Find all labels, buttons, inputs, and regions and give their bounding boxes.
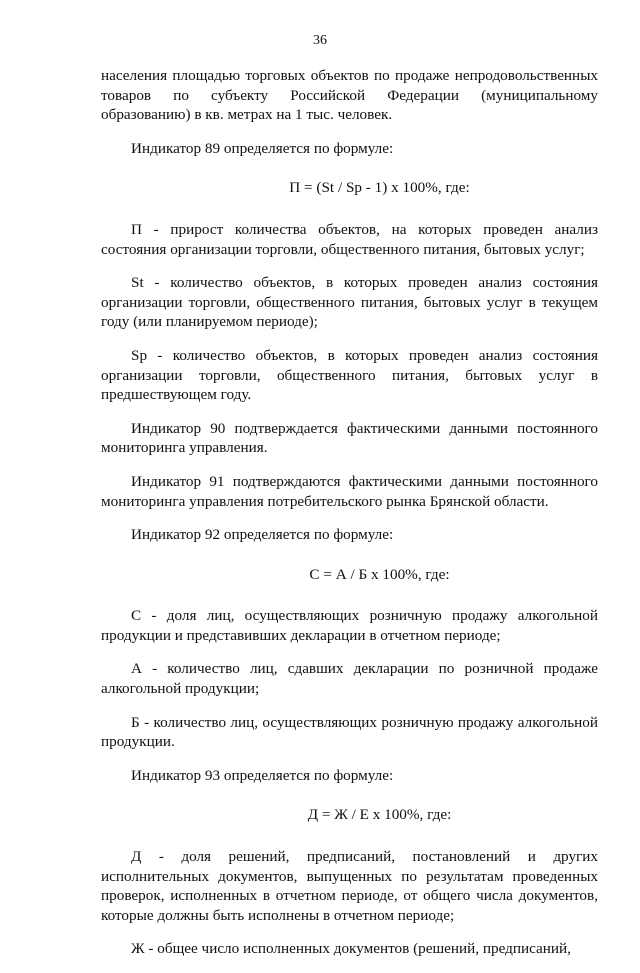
paragraph-def-p: П - прирост количества объектов, на которых проведен анализ состояния организации торговли, общественного питания, бытовых услуг; <box>101 220 598 258</box>
paragraph-indicator-91: Индикатор 91 подтверждаются фактическими данными постоянного мониторинга управления потребительского рынка Брянской области. <box>101 472 598 510</box>
paragraph-indicator-90: Индикатор 90 подтверждается фактическими данными постоянного мониторинга управления. <box>101 419 598 457</box>
formula-89 <box>101 178 598 198</box>
page-number: 36 <box>313 33 327 48</box>
formula-93-text: Д = Ж / Е х 100%, где: <box>307 806 452 824</box>
document-body <box>101 66 598 973</box>
paragraph-def-b: Б - количество лиц, осуществляющих розничную продажу алкогольной продукции. <box>101 713 598 751</box>
paragraph-indicator-93: Индикатор 93 определяется по формуле: <box>131 766 394 784</box>
formula-89-text: П = (St / Sp - 1) х 100%, где: <box>289 179 470 197</box>
paragraph-def-sp: Sp - количество объектов, в которых проведен анализ состояния организации торговли, общественного питания, бытовых услуг в предшествующем году. <box>101 346 598 404</box>
paragraph-def-zh: Ж - общее число исполненных документов (решений, предписаний, <box>131 940 571 958</box>
paragraph-def-d: Д - доля решений, предписаний, постановлений и других исполнительных документов, выпущенных по результатам проведенных проверок, исполненных в отчетном периоде, от общего числа документов, которые должны быть исполнены в отчетном периоде; <box>101 848 598 924</box>
paragraph-def-a: А - количество лиц, сдавших декларации по розничной продаже алкогольной продукции; <box>101 660 598 698</box>
paragraph-indicator-92: Индикатор 92 определяется по формуле: <box>131 526 394 544</box>
formula-92-text: С = А / Б х 100%, где: <box>309 565 450 583</box>
paragraph-indicator-89: Индикатор 89 определяется по формуле: <box>131 139 394 157</box>
paragraph-def-c: С - доля лиц, осуществляющих розничную продажу алкогольной продукции и представивших декларации в отчетном периоде; <box>101 607 598 644</box>
paragraph-def-st: St - количество объектов, в которых проведен анализ состояния организации торговли, общественного питания, бытовых услуг в текущем году (или планируемом периоде); <box>101 274 598 331</box>
paragraph-intro: населения площадью торговых объектов по продаже непродовольственных товаров по субъекту Российской Федерации (муниципальному образованию) в кв. метрах на 1 тыс. человек. <box>101 67 598 124</box>
formula-93 <box>101 805 598 825</box>
formula-92 <box>101 565 598 585</box>
